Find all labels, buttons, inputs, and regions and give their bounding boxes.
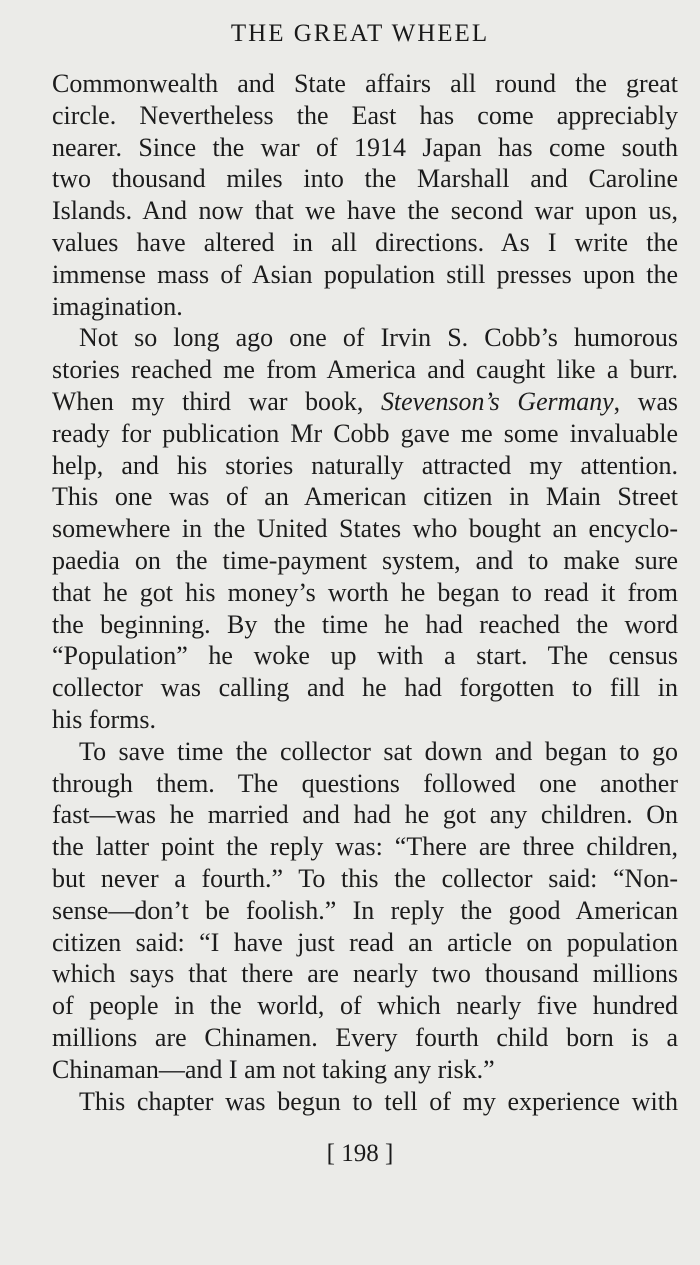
body-text: [52, 68, 678, 1117]
text-line: stories reached me from America and caught like a burr.: [52, 355, 678, 385]
text-line: collector was calling and he had forgotten to fill in: [52, 673, 678, 703]
text-line: paedia on the time-payment system, and to make sure: [52, 545, 678, 575]
text-line: which says that there are nearly two thousand millions: [52, 959, 678, 989]
text-line: ready for publication Mr Cobb gave me some invaluable: [52, 418, 678, 448]
text-line: immense mass of Asian population still presses upon the: [52, 259, 678, 289]
text-line: imagination.: [52, 291, 183, 321]
running-head: THE GREAT WHEEL: [230, 20, 490, 47]
text-line: that he got his money’s worth he began to read it from: [52, 577, 678, 607]
text-line: When my third war book, Stevenson’s Germany, was: [52, 386, 679, 416]
text-line: of people in the world, of which nearly five hundred: [52, 991, 678, 1021]
text-line: the beginning. By the time he had reached the word: [52, 609, 678, 639]
page-number: [ 198 ]: [326, 1140, 394, 1167]
text-line: This one was of an American citizen in Main Street: [52, 482, 678, 512]
text-line: through them. The questions followed one another: [52, 768, 678, 798]
text-line: This chapter was begun to tell of my experience with: [79, 1086, 678, 1116]
text-line: circle. Nevertheless the East has come appreciably: [52, 100, 678, 130]
text-line: help, and his stories naturally attracted my attention.: [52, 450, 678, 480]
text-line: To save time the collector sat down and began to go: [79, 736, 678, 766]
text-line: Not so long ago one of Irvin S. Cobb’s humorous: [79, 323, 678, 353]
text-line: fast—was he married and had he got any children. On: [52, 800, 678, 830]
text-line: his forms.: [52, 704, 156, 734]
text-line: Islands. And now that we have the second war upon us,: [52, 196, 678, 226]
text-line: Commonwealth and State affairs all round the great: [52, 69, 678, 98]
text-line: two thousand miles into the Marshall and Caroline: [52, 164, 678, 194]
text-line: “Population” he woke up with a start. The census: [52, 641, 678, 671]
text-line: the latter point the reply was: “There are three children,: [52, 832, 678, 862]
text-line: but never a fourth.” To this the collector said: “Non-: [52, 863, 678, 893]
text-line: Chinaman—and I am not taking any risk.”: [52, 1054, 495, 1084]
text-line: somewhere in the United States who bought an encyclo-: [52, 514, 678, 544]
text-line: millions are Chinamen. Every fourth child born is a: [52, 1022, 678, 1052]
text-line: citizen said: “I have just read an article on population: [52, 927, 678, 957]
text-line: nearer. Since the war of 1914 Japan has come south: [52, 132, 678, 162]
text-line: sense—don’t be foolish.” In reply the good American: [52, 895, 678, 925]
text-line: values have altered in all directions. As I write the: [52, 227, 678, 257]
